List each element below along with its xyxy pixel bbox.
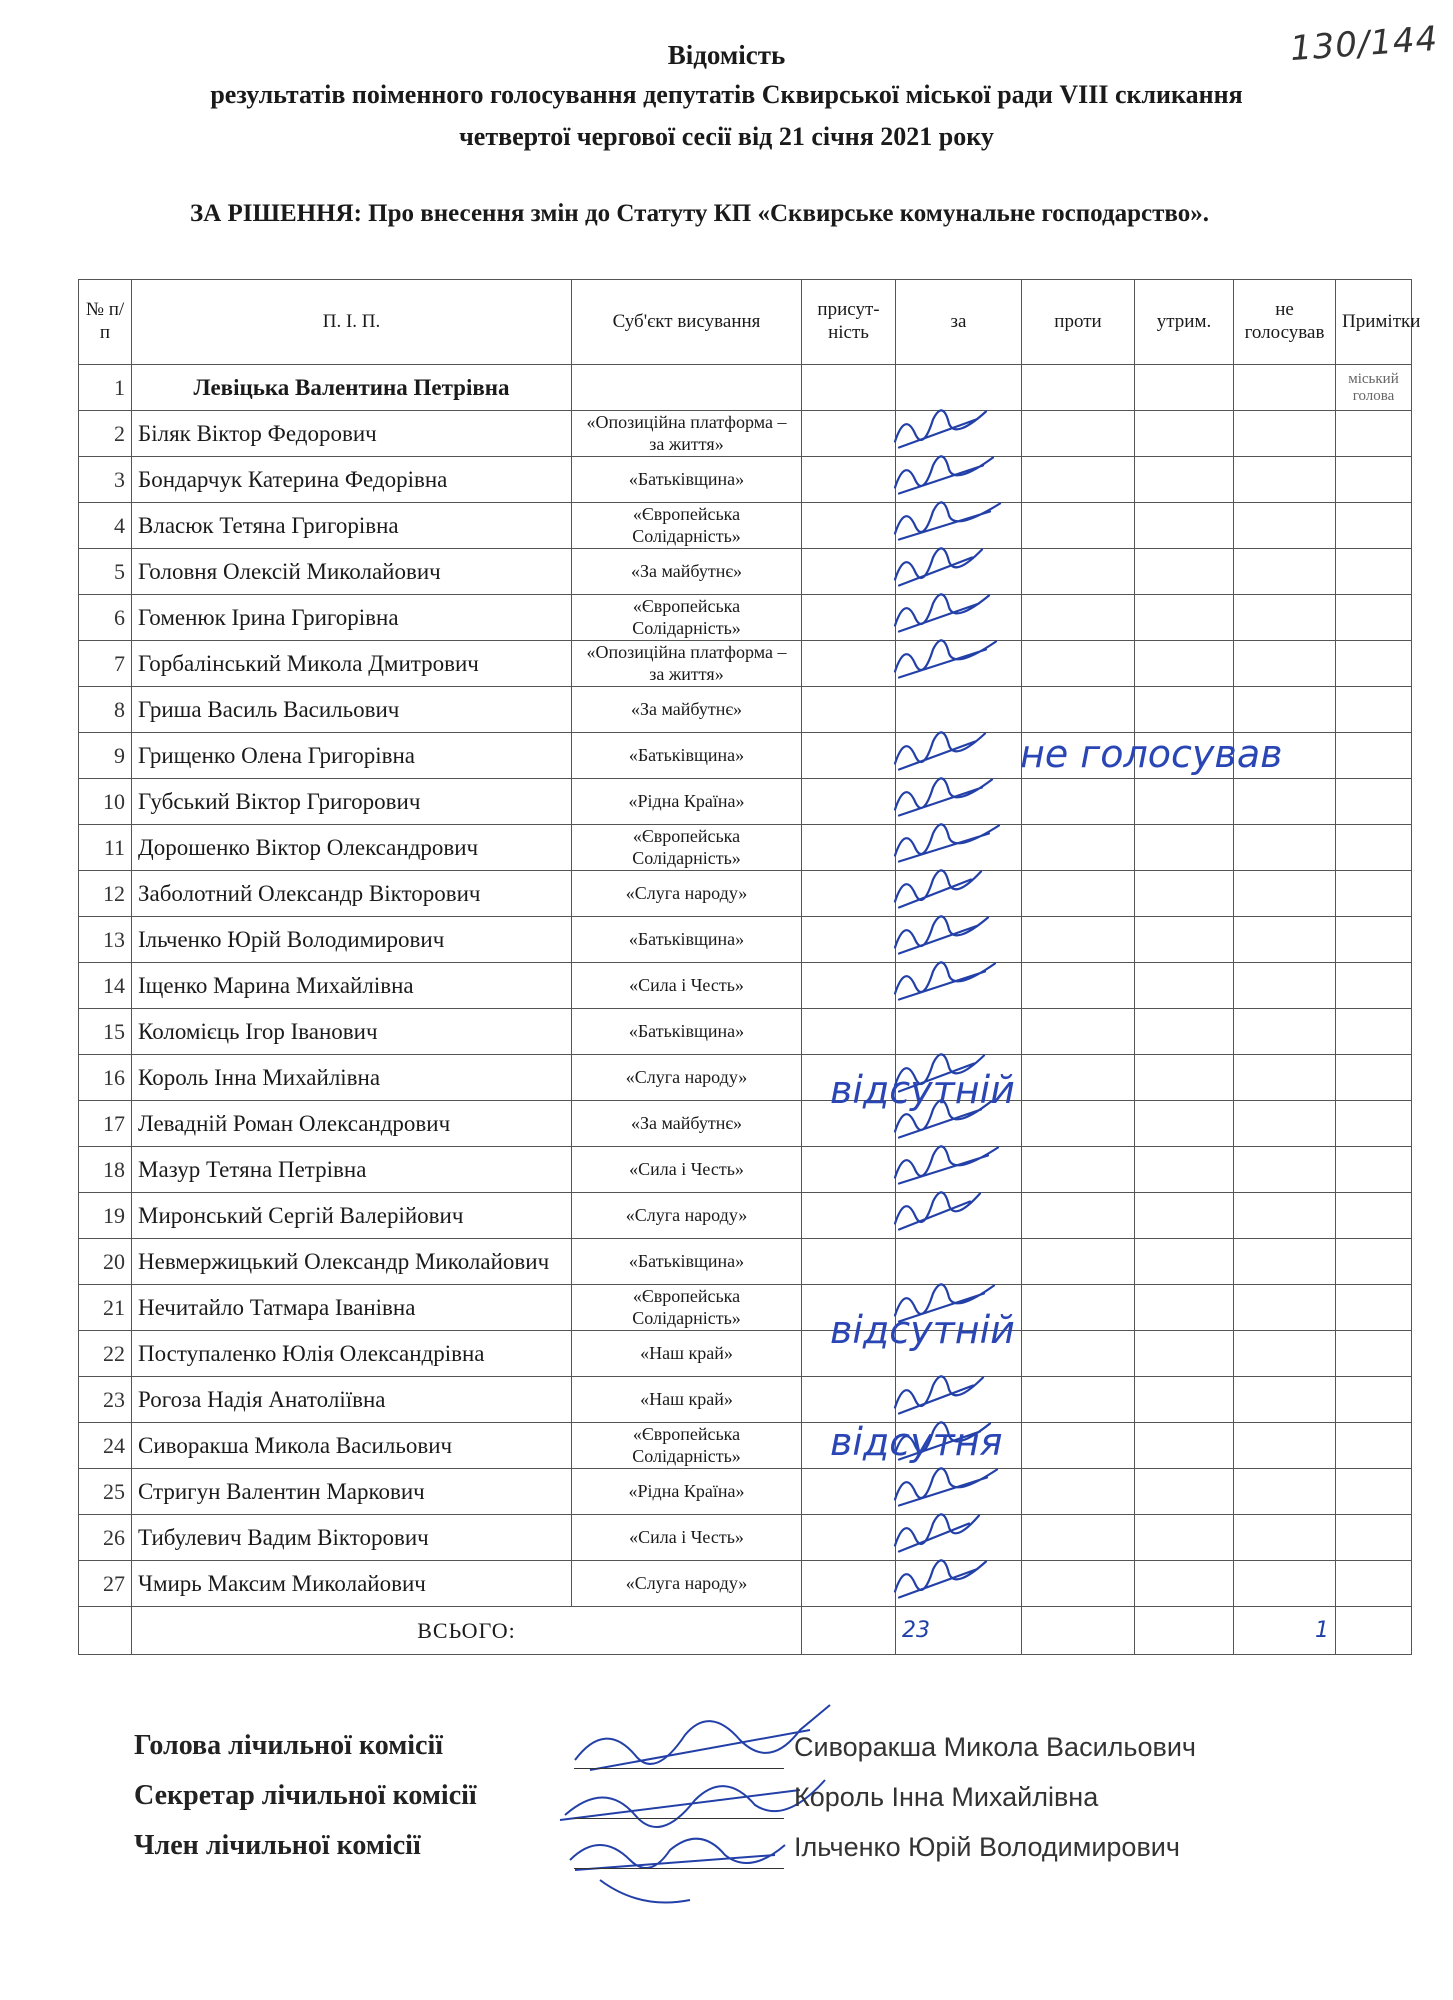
table-row <box>79 411 1412 457</box>
table-row <box>79 1561 1412 1607</box>
note-cell <box>1336 641 1412 687</box>
not-voted-cell <box>1234 641 1336 687</box>
signature-role: Голова лічильної комісії <box>134 1730 444 1761</box>
col-header-presence: присут-ність <box>802 280 896 365</box>
presence-cell <box>802 549 896 595</box>
table-row <box>79 871 1412 917</box>
for-cell <box>896 641 1022 687</box>
abstain-cell <box>1135 1285 1234 1331</box>
abstain-cell <box>1135 503 1234 549</box>
deputy-name: Ільченко Юрій Володимирович <box>132 917 572 963</box>
not-voted-cell <box>1234 1055 1336 1101</box>
note-cell <box>1336 917 1412 963</box>
row-number: 13 <box>79 917 132 963</box>
deputy-name: Чмирь Максим Миколайович <box>132 1561 572 1607</box>
table-row <box>79 549 1412 595</box>
presence-cell <box>802 1239 896 1285</box>
not-voted-cell <box>1234 1101 1336 1147</box>
deputy-name: Левіцька Валентина Петрівна <box>132 365 572 411</box>
row-number: 27 <box>79 1561 132 1607</box>
not-voted-cell <box>1234 549 1336 595</box>
against-cell <box>1022 411 1135 457</box>
total-not-voted: 1 <box>1234 1607 1336 1655</box>
row-number: 4 <box>79 503 132 549</box>
presence-cell <box>802 1193 896 1239</box>
deputy-name: Губський Віктор Григорович <box>132 779 572 825</box>
table-row <box>79 779 1412 825</box>
signature-row-chair <box>134 1730 1274 1780</box>
presence-cell <box>802 365 896 411</box>
deputy-name: Поступаленко Юлія Олександрівна <box>132 1331 572 1377</box>
note-cell <box>1336 1285 1412 1331</box>
col-header-abstain: утрим. <box>1135 280 1234 365</box>
total-for: 23 <box>896 1607 1022 1655</box>
abstain-cell <box>1135 1193 1234 1239</box>
for-cell <box>896 1469 1022 1515</box>
row-number: 25 <box>79 1469 132 1515</box>
presence-cell <box>802 779 896 825</box>
for-cell <box>896 1009 1022 1055</box>
against-cell <box>1022 687 1135 733</box>
abstain-cell <box>1135 457 1234 503</box>
deputy-name: Гоменюк Ірина Григорівна <box>132 595 572 641</box>
deputy-name: Іщенко Марина Михайлівна <box>132 963 572 1009</box>
row-number: 19 <box>79 1193 132 1239</box>
deputy-name: Біляк Віктор Федорович <box>132 411 572 457</box>
deputy-party: «Європейська Солідарність» <box>572 825 802 871</box>
for-cell <box>896 1561 1022 1607</box>
presence-cell <box>802 687 896 733</box>
for-cell <box>896 503 1022 549</box>
for-cell <box>896 917 1022 963</box>
deputy-name: Мазур Тетяна Петрівна <box>132 1147 572 1193</box>
for-cell <box>896 457 1022 503</box>
presence-cell <box>802 963 896 1009</box>
abstain-cell <box>1135 365 1234 411</box>
row-number: 14 <box>79 963 132 1009</box>
total-row <box>79 1607 1412 1655</box>
deputy-party: «За майбутнє» <box>572 549 802 595</box>
abstain-cell <box>1135 1009 1234 1055</box>
document-subtitle-line2: четвертої чергової сесії від 21 січня 2021 року <box>459 122 994 151</box>
handwritten-note-not-voted: не голосував <box>1020 732 1283 776</box>
for-cell <box>896 1377 1022 1423</box>
row-number: 2 <box>79 411 132 457</box>
row-number: 10 <box>79 779 132 825</box>
abstain-cell <box>1135 1101 1234 1147</box>
deputy-party: «Опозиційна платформа – за життя» <box>572 641 802 687</box>
col-header-for: за <box>896 280 1022 365</box>
deputy-name: Головня Олексій Миколайович <box>132 549 572 595</box>
deputy-party: «Слуга народу» <box>572 871 802 917</box>
table-row <box>79 1101 1412 1147</box>
against-cell <box>1022 549 1135 595</box>
abstain-cell <box>1135 1469 1234 1515</box>
abstain-cell <box>1135 595 1234 641</box>
table-row <box>79 1055 1412 1101</box>
presence-cell <box>802 1009 896 1055</box>
for-cell <box>896 733 1022 779</box>
deputy-party: «Батьківщина» <box>572 917 802 963</box>
table-row <box>79 825 1412 871</box>
against-cell <box>1022 1515 1135 1561</box>
note-cell <box>1336 1101 1412 1147</box>
handwritten-note-absent-15: відсутній <box>830 1068 1015 1112</box>
not-voted-cell <box>1234 1239 1336 1285</box>
deputy-party <box>572 365 802 411</box>
deputy-name: Гриша Василь Васильович <box>132 687 572 733</box>
note-cell <box>1336 687 1412 733</box>
presence-cell <box>802 871 896 917</box>
against-cell <box>1022 1423 1135 1469</box>
not-voted-cell <box>1234 1193 1336 1239</box>
not-voted-cell <box>1234 457 1336 503</box>
row-number: 1 <box>79 365 132 411</box>
row-number: 9 <box>79 733 132 779</box>
deputy-party: «Слуга народу» <box>572 1561 802 1607</box>
for-cell <box>896 1239 1022 1285</box>
deputy-name: Коломієць Ігор Іванович <box>132 1009 572 1055</box>
abstain-cell <box>1135 1377 1234 1423</box>
for-cell <box>896 549 1022 595</box>
for-cell <box>896 1515 1022 1561</box>
row-number: 15 <box>79 1009 132 1055</box>
col-header-name: П. І. П. <box>132 280 572 365</box>
deputy-name: Власюк Тетяна Григорівна <box>132 503 572 549</box>
row-number: 18 <box>79 1147 132 1193</box>
abstain-cell <box>1135 1239 1234 1285</box>
note-cell <box>1336 1331 1412 1377</box>
deputy-party: «Європейська Солідарність» <box>572 503 802 549</box>
for-cell <box>896 779 1022 825</box>
signature-row-secretary <box>134 1780 1274 1830</box>
deputy-name: Невмержицький Олександр Миколайович <box>132 1239 572 1285</box>
abstain-cell <box>1135 825 1234 871</box>
table-row <box>79 1469 1412 1515</box>
deputy-party: «Батьківщина» <box>572 1239 802 1285</box>
table-row <box>79 457 1412 503</box>
deputy-party: «Європейська Солідарність» <box>572 1285 802 1331</box>
against-cell <box>1022 641 1135 687</box>
against-cell <box>1022 825 1135 871</box>
note-cell <box>1336 411 1412 457</box>
not-voted-cell <box>1234 1561 1336 1607</box>
abstain-cell <box>1135 549 1234 595</box>
row-number: 23 <box>79 1377 132 1423</box>
row-number: 11 <box>79 825 132 871</box>
row-number: 8 <box>79 687 132 733</box>
against-cell <box>1022 457 1135 503</box>
row-number: 26 <box>79 1515 132 1561</box>
note-cell <box>1336 1055 1412 1101</box>
against-cell <box>1022 1331 1135 1377</box>
presence-cell <box>802 503 896 549</box>
not-voted-cell <box>1234 1147 1336 1193</box>
against-cell <box>1022 779 1135 825</box>
not-voted-cell <box>1234 1469 1336 1515</box>
deputy-name: Бондарчук Катерина Федорівна <box>132 457 572 503</box>
deputy-party: «Батьківщина» <box>572 457 802 503</box>
against-cell <box>1022 871 1135 917</box>
deputy-name: Заболотний Олександр Вікторович <box>132 871 572 917</box>
not-voted-cell <box>1234 963 1336 1009</box>
deputy-name: Рогоза Надія Анатоліївна <box>132 1377 572 1423</box>
presence-cell <box>802 733 896 779</box>
deputy-party: «Європейська Солідарність» <box>572 1423 802 1469</box>
not-voted-cell <box>1234 917 1336 963</box>
deputy-name: Грищенко Олена Григорівна <box>132 733 572 779</box>
deputy-name: Левадній Роман Олександрович <box>132 1101 572 1147</box>
deputy-party: «Слуга народу» <box>572 1055 802 1101</box>
not-voted-cell <box>1234 1009 1336 1055</box>
row-number: 3 <box>79 457 132 503</box>
decision-title: ЗА РІШЕННЯ: Про внесення змін до Статуту КП «Сквирське комунальне господарство». <box>190 200 1209 227</box>
row-number: 22 <box>79 1331 132 1377</box>
signature-name: Сиворакша Микола Васильович <box>794 1732 1196 1762</box>
col-header-against: проти <box>1022 280 1135 365</box>
row-number: 24 <box>79 1423 132 1469</box>
note-cell <box>1336 503 1412 549</box>
abstain-cell <box>1135 917 1234 963</box>
signature-line <box>574 1868 784 1869</box>
deputy-party: «За майбутнє» <box>572 1101 802 1147</box>
not-voted-cell <box>1234 1515 1336 1561</box>
col-header-notes: Примітки <box>1336 280 1412 365</box>
deputy-name: Горбалінський Микола Дмитрович <box>132 641 572 687</box>
document-subtitle-line1: результатів поіменного голосування депутатів Сквирської міської ради VIII скликання <box>210 80 1243 109</box>
note-cell <box>1336 457 1412 503</box>
note-cell <box>1336 1377 1412 1423</box>
note-cell <box>1336 871 1412 917</box>
note-cell <box>1336 1147 1412 1193</box>
deputy-party: «Слуга народу» <box>572 1193 802 1239</box>
against-cell <box>1022 1469 1135 1515</box>
abstain-cell <box>1135 779 1234 825</box>
table-row <box>79 1193 1412 1239</box>
deputy-party: «Наш край» <box>572 1377 802 1423</box>
abstain-cell <box>1135 963 1234 1009</box>
signature-role: Член лічильної комісії <box>134 1830 421 1861</box>
against-cell <box>1022 1193 1135 1239</box>
against-cell <box>1022 1239 1135 1285</box>
deputy-party: «Сила і Честь» <box>572 1515 802 1561</box>
for-cell <box>896 963 1022 1009</box>
table-row <box>79 1147 1412 1193</box>
against-cell <box>1022 917 1135 963</box>
deputy-name: Король Інна Михайлівна <box>132 1055 572 1101</box>
abstain-cell <box>1135 687 1234 733</box>
not-voted-cell <box>1234 871 1336 917</box>
deputy-name: Тибулевич Вадим Вікторович <box>132 1515 572 1561</box>
table-row <box>79 963 1412 1009</box>
row-number: 6 <box>79 595 132 641</box>
for-cell <box>896 411 1022 457</box>
note-cell <box>1336 825 1412 871</box>
presence-cell <box>802 1515 896 1561</box>
presence-cell <box>802 1377 896 1423</box>
note-cell <box>1336 1423 1412 1469</box>
col-header-number: № п/п <box>79 280 132 365</box>
not-voted-cell <box>1234 365 1336 411</box>
presence-cell <box>802 825 896 871</box>
abstain-cell <box>1135 411 1234 457</box>
note-cell <box>1336 1193 1412 1239</box>
against-cell <box>1022 963 1135 1009</box>
row-number: 12 <box>79 871 132 917</box>
against-cell <box>1022 1009 1135 1055</box>
against-cell <box>1022 1147 1135 1193</box>
deputy-party: «Батьківщина» <box>572 733 802 779</box>
table-row <box>79 1423 1412 1469</box>
table-row <box>79 1285 1412 1331</box>
against-cell <box>1022 1285 1135 1331</box>
presence-cell <box>802 1469 896 1515</box>
table-row <box>79 1009 1412 1055</box>
not-voted-cell <box>1234 1285 1336 1331</box>
table-row <box>79 595 1412 641</box>
note-cell <box>1336 595 1412 641</box>
for-cell <box>896 825 1022 871</box>
presence-cell <box>802 595 896 641</box>
signature-line <box>574 1768 784 1769</box>
presence-cell <box>802 917 896 963</box>
deputy-party: «Європейська Солідарність» <box>572 595 802 641</box>
table-row <box>79 1331 1412 1377</box>
signature-row-member <box>134 1830 1274 1880</box>
abstain-cell <box>1135 1147 1234 1193</box>
abstain-cell <box>1135 1331 1234 1377</box>
voting-table <box>78 279 1421 1655</box>
presence-cell <box>802 411 896 457</box>
table-row <box>79 917 1412 963</box>
table-row <box>79 365 1412 411</box>
not-voted-cell <box>1234 1331 1336 1377</box>
row-number: 21 <box>79 1285 132 1331</box>
against-cell <box>1022 1055 1135 1101</box>
abstain-cell <box>1135 1561 1234 1607</box>
abstain-cell <box>1135 641 1234 687</box>
table-row <box>79 641 1412 687</box>
not-voted-cell <box>1234 595 1336 641</box>
abstain-cell <box>1135 1055 1234 1101</box>
against-cell <box>1022 1377 1135 1423</box>
deputy-party: «Рідна Країна» <box>572 1469 802 1515</box>
signature-role: Секретар лічильної комісії <box>134 1780 477 1811</box>
note-cell <box>1336 1469 1412 1515</box>
not-voted-cell <box>1234 411 1336 457</box>
not-voted-cell <box>1234 1377 1336 1423</box>
handwritten-note-absent-22: відсутня <box>830 1420 1003 1464</box>
commission-signature-block <box>134 1730 1274 1880</box>
note-cell <box>1336 779 1412 825</box>
not-voted-cell <box>1234 687 1336 733</box>
col-header-party: Суб'єкт висування <box>572 280 802 365</box>
table-header-row <box>79 280 1412 365</box>
against-cell <box>1022 595 1135 641</box>
deputy-name: Миронський Сергій Валерійович <box>132 1193 572 1239</box>
for-cell <box>896 595 1022 641</box>
deputy-party: «Сила і Честь» <box>572 963 802 1009</box>
note-cell <box>1336 1009 1412 1055</box>
signature-line <box>574 1818 784 1819</box>
for-cell <box>896 1147 1022 1193</box>
against-cell <box>1022 503 1135 549</box>
page-number: 130/144 <box>1288 18 1440 70</box>
table-row <box>79 1515 1412 1561</box>
row-number: 20 <box>79 1239 132 1285</box>
presence-cell <box>802 1561 896 1607</box>
note-cell: міський голова <box>1336 365 1412 411</box>
deputy-party: «Батьківщина» <box>572 1009 802 1055</box>
table-row <box>79 687 1412 733</box>
document-title: Відомість <box>667 40 786 70</box>
presence-cell <box>802 1147 896 1193</box>
deputy-party: «Опозиційна платформа – за життя» <box>572 411 802 457</box>
presence-cell <box>802 457 896 503</box>
signature-name: Король Інна Михайлівна <box>794 1782 1099 1812</box>
for-cell <box>896 1193 1022 1239</box>
row-number: 16 <box>79 1055 132 1101</box>
abstain-cell <box>1135 1423 1234 1469</box>
table-row <box>79 1377 1412 1423</box>
row-number: 7 <box>79 641 132 687</box>
signature-name: Ільченко Юрій Володимирович <box>794 1832 1180 1862</box>
deputy-name: Нечитайло Татмара Іванівна <box>132 1285 572 1331</box>
deputy-party: «Наш край» <box>572 1331 802 1377</box>
deputy-name: Стригун Валентин Маркович <box>132 1469 572 1515</box>
note-cell <box>1336 963 1412 1009</box>
note-cell <box>1336 1561 1412 1607</box>
note-cell <box>1336 549 1412 595</box>
table-row <box>79 503 1412 549</box>
handwritten-note-absent-20: відсутній <box>830 1308 1015 1352</box>
col-header-not-voted: не голосував <box>1234 280 1336 365</box>
note-cell <box>1336 733 1412 779</box>
abstain-cell <box>1135 1515 1234 1561</box>
not-voted-cell <box>1234 503 1336 549</box>
for-cell <box>896 871 1022 917</box>
against-cell <box>1022 1561 1135 1607</box>
for-cell <box>896 687 1022 733</box>
against-cell <box>1022 365 1135 411</box>
not-voted-cell <box>1234 779 1336 825</box>
deputy-party: «Рідна Країна» <box>572 779 802 825</box>
row-number: 17 <box>79 1101 132 1147</box>
deputy-party: «Сила і Честь» <box>572 1147 802 1193</box>
presence-cell <box>802 641 896 687</box>
row-number: 5 <box>79 549 132 595</box>
total-label: ВСЬОГО: <box>132 1607 802 1655</box>
deputy-party: «За майбутнє» <box>572 687 802 733</box>
note-cell <box>1336 1515 1412 1561</box>
deputy-name: Дорошенко Віктор Олександрович <box>132 825 572 871</box>
table-row <box>79 1239 1412 1285</box>
not-voted-cell <box>1234 825 1336 871</box>
note-cell <box>1336 1239 1412 1285</box>
for-cell <box>896 365 1022 411</box>
against-cell <box>1022 1101 1135 1147</box>
abstain-cell <box>1135 871 1234 917</box>
deputy-name: Сиворакша Микола Васильович <box>132 1423 572 1469</box>
not-voted-cell <box>1234 1423 1336 1469</box>
